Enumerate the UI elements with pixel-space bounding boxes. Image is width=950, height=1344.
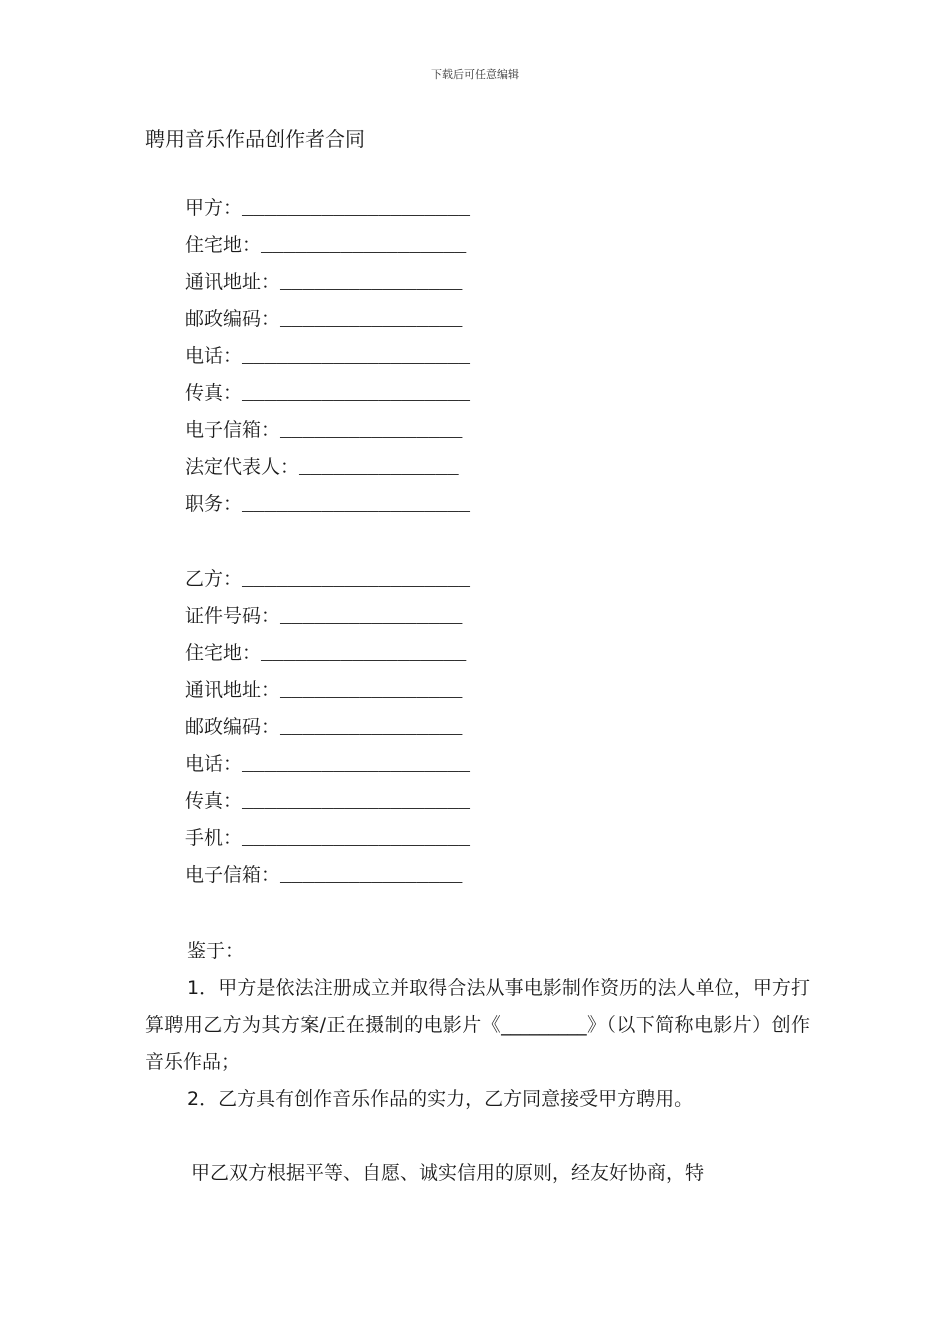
- party-a-phone-field: [185, 338, 470, 375]
- party-b-residence-field: [185, 635, 470, 672]
- fill-in-blank[interactable]: ____________________: [242, 569, 471, 591]
- field-label: 邮政编码：: [185, 308, 281, 330]
- party-b-email-field: [185, 857, 470, 894]
- field-label: 职务：: [185, 493, 243, 515]
- party-a-name-field: [185, 190, 470, 227]
- party-b-name-field: [185, 561, 470, 598]
- party-b-id-number-field: [185, 598, 470, 635]
- party-a-fields: [185, 190, 470, 523]
- fill-in-blank[interactable]: ____________________: [242, 346, 471, 368]
- field-label: 传真：: [185, 382, 243, 404]
- field-label: 甲方：: [185, 197, 243, 219]
- party-b-fax-field: [185, 783, 470, 820]
- fill-in-blank[interactable]: ____________________: [242, 828, 471, 850]
- field-label: 通讯地址：: [185, 679, 281, 701]
- fill-in-blank[interactable]: __________________: [261, 643, 467, 665]
- party-b-phone-field: [185, 746, 470, 783]
- fill-in-blank[interactable]: __________________: [261, 235, 467, 257]
- field-label: 证件号码：: [185, 605, 281, 627]
- document-title: 聘用音乐作品创作者合同: [145, 127, 365, 151]
- recital-item-1: 1．甲方是依法注册成立并取得合法从事电影制作资历的法人单位，甲方打算聘用乙方为其方案/正在摄制的电影片《_________》（以下简称电影片）创作音乐作品；: [145, 977, 810, 1073]
- recital-item-2: 2．乙方具有创作音乐作品的实力，乙方同意接受甲方聘用。: [187, 1088, 694, 1110]
- fill-in-blank[interactable]: ____________________: [242, 383, 471, 405]
- closing-paragraph: [145, 1155, 810, 1192]
- fill-in-blank[interactable]: ____________________: [242, 198, 471, 220]
- fill-in-blank[interactable]: ____________________: [242, 791, 471, 813]
- field-label: 通讯地址：: [185, 271, 281, 293]
- fill-in-blank[interactable]: ________________: [280, 865, 463, 887]
- fill-in-blank[interactable]: ________________: [280, 309, 463, 331]
- field-label: 电子信箱：: [185, 864, 281, 886]
- party-a-fax-field: [185, 375, 470, 412]
- field-label: 传真：: [185, 790, 243, 812]
- fill-in-blank[interactable]: ________________: [280, 717, 463, 739]
- field-label: 法定代表人：: [185, 456, 300, 478]
- party-a-address-field: [185, 264, 470, 301]
- party-b-mobile-field: [185, 820, 470, 857]
- field-label: 电子信箱：: [185, 419, 281, 441]
- party-a-postcode-field: [185, 301, 470, 338]
- fill-in-blank[interactable]: ______________: [299, 457, 459, 479]
- recitals-section: [145, 933, 810, 1118]
- field-label: 电话：: [185, 753, 243, 775]
- fill-in-blank[interactable]: ____________________: [242, 494, 471, 516]
- closing-text: 甲乙双方根据平等、自愿、诚实信用的原则，经友好协商，特: [191, 1162, 705, 1184]
- party-a-residence-field: [185, 227, 470, 264]
- field-label: 邮政编码：: [185, 716, 281, 738]
- fill-in-blank[interactable]: ________________: [280, 420, 463, 442]
- field-label: 住宅地：: [185, 234, 262, 256]
- party-b-address-field: [185, 672, 470, 709]
- party-b-postcode-field: [185, 709, 470, 746]
- recitals-heading: 鉴于：: [187, 940, 245, 962]
- fill-in-blank[interactable]: ________________: [280, 606, 463, 628]
- fill-in-blank[interactable]: ________________: [280, 272, 463, 294]
- party-a-email-field: [185, 412, 470, 449]
- party-b-fields: [185, 561, 470, 894]
- field-label: 手机：: [185, 827, 243, 849]
- field-label: 电话：: [185, 345, 243, 367]
- party-a-position-field: [185, 486, 470, 523]
- header-note: 下载后可任意编辑: [431, 68, 519, 81]
- field-label: 乙方：: [185, 568, 243, 590]
- field-label: 住宅地：: [185, 642, 262, 664]
- party-a-legal-rep-field: [185, 449, 470, 486]
- fill-in-blank[interactable]: ________________: [280, 680, 463, 702]
- fill-in-blank[interactable]: ____________________: [242, 754, 471, 776]
